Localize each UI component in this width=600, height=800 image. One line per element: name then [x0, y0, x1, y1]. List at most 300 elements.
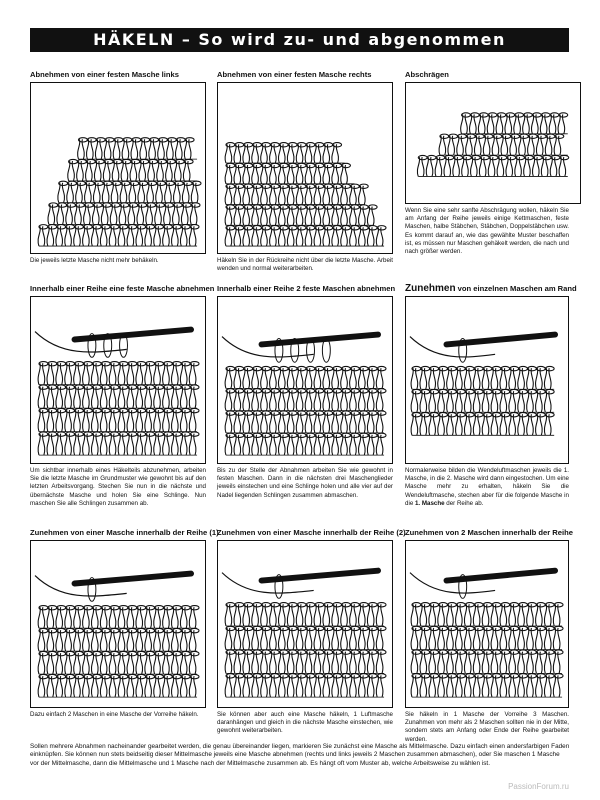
stitch: [444, 157, 446, 176]
stitch: [176, 434, 178, 455]
stitch: [296, 207, 298, 226]
stitch: [93, 183, 95, 203]
stitch: [74, 363, 76, 384]
crochet-illustration: [31, 297, 205, 463]
stitch: [540, 628, 542, 650]
stitch: [118, 676, 120, 697]
stitch: [532, 114, 534, 133]
stitch: [74, 226, 76, 246]
stitch: [243, 628, 245, 650]
stitch: [38, 226, 40, 246]
stitch: [69, 387, 71, 408]
stitch: [56, 653, 58, 674]
stitch: [433, 604, 435, 626]
stitch: [367, 604, 369, 626]
stitch: [155, 205, 157, 225]
stitch: [513, 628, 515, 650]
stitch: [433, 675, 435, 697]
stitch: [225, 368, 227, 388]
stitch: [119, 205, 121, 225]
stitch: [131, 139, 133, 159]
stitch: [296, 628, 298, 650]
stitch: [447, 628, 449, 650]
stitch: [491, 675, 493, 697]
stitch: [278, 628, 280, 650]
stitch: [509, 675, 511, 697]
stitch: [482, 368, 484, 389]
stitch: [83, 607, 85, 628]
stitch: [536, 604, 538, 626]
stitch: [341, 413, 343, 433]
stitch: [358, 604, 360, 626]
stitch: [252, 652, 254, 674]
stitch: [261, 390, 263, 410]
crochet-hook-icon: [447, 571, 556, 581]
stitch: [278, 675, 280, 697]
stitch: [479, 157, 481, 176]
stitch: [487, 675, 489, 697]
stitch: [466, 136, 468, 155]
stitch: [491, 652, 493, 674]
stitch: [68, 161, 70, 181]
stitch: [354, 628, 356, 650]
stitch: [256, 675, 258, 697]
stitch: [287, 144, 289, 163]
stitch: [234, 435, 236, 455]
stitch: [261, 368, 263, 388]
stitch: [145, 630, 147, 651]
stitch: [429, 414, 431, 435]
stitch: [292, 675, 294, 697]
stitch: [424, 604, 426, 626]
stitch: [429, 628, 431, 650]
stitch: [482, 652, 484, 674]
stitch: [156, 183, 158, 203]
stitch: [488, 157, 490, 176]
stitch: [367, 368, 369, 388]
stitch: [252, 186, 254, 205]
stitch: [92, 205, 94, 225]
stitch: [448, 136, 450, 155]
stitch: [367, 413, 369, 433]
stitch: [482, 675, 484, 697]
stitch: [460, 628, 462, 650]
stitch: [243, 675, 245, 697]
stitch: [358, 675, 360, 697]
stitch: [341, 368, 343, 388]
stitch: [100, 607, 102, 628]
stitch: [487, 604, 489, 626]
stitch: [274, 628, 276, 650]
crochet-illustration: [31, 83, 205, 253]
stitch: [103, 161, 105, 181]
stitch: [464, 368, 466, 389]
stitch: [482, 628, 484, 650]
stitch: [184, 139, 186, 159]
stitch: [270, 368, 272, 388]
stitch: [127, 434, 129, 455]
stitch: [149, 387, 151, 408]
stitch: [415, 675, 417, 697]
stitch: [341, 604, 343, 626]
stitch: [323, 165, 325, 184]
stitch: [127, 630, 129, 651]
stitch: [96, 434, 98, 455]
stitch: [456, 414, 458, 435]
stitch: [509, 604, 511, 626]
stitch: [261, 628, 263, 650]
stitch: [332, 604, 334, 626]
stitch: [464, 628, 466, 650]
stitch: [65, 653, 67, 674]
stitch: [296, 652, 298, 674]
stitch: [109, 653, 111, 674]
stitch: [501, 136, 503, 155]
stitch: [553, 604, 555, 626]
stitch: [261, 207, 263, 226]
stitch: [464, 675, 466, 697]
stitch: [345, 652, 347, 674]
stitch: [323, 186, 325, 205]
stitch: [189, 387, 191, 408]
stitch: [109, 387, 111, 408]
stitch: [163, 653, 165, 674]
stitch: [265, 628, 267, 650]
stitch: [283, 652, 285, 674]
stitch: [174, 161, 176, 181]
stitch: [332, 144, 334, 163]
stitch: [129, 183, 131, 203]
stitch: [189, 630, 191, 651]
stitch: [523, 114, 525, 133]
stitch: [100, 630, 102, 651]
stitch: [554, 136, 556, 155]
stitch: [74, 387, 76, 408]
stitch: [318, 675, 320, 697]
stitch: [473, 414, 475, 435]
stitch: [234, 390, 236, 410]
stitch: [243, 227, 245, 246]
stitch: [194, 434, 196, 455]
stitch: [256, 604, 258, 626]
stitch: [261, 186, 263, 205]
stitch: [261, 165, 263, 184]
illustration-frame: [405, 82, 581, 204]
stitch: [83, 226, 85, 246]
stitch: [553, 675, 555, 697]
stitch: [51, 363, 53, 384]
stitch: [167, 410, 169, 431]
stitch: [100, 410, 102, 431]
stitch: [381, 604, 383, 626]
stitch: [350, 652, 352, 674]
stitch: [247, 675, 249, 697]
stitch: [189, 653, 191, 674]
stitch: [47, 653, 49, 674]
stitch: [252, 144, 254, 163]
stitch: [305, 165, 307, 184]
stitch: [147, 183, 149, 203]
stitch: [296, 368, 298, 388]
illustration-frame: [217, 296, 393, 464]
stitch: [229, 652, 231, 674]
stitch: [531, 604, 533, 626]
stitch: [234, 165, 236, 184]
stitch: [229, 675, 231, 697]
stitch: [470, 114, 472, 133]
illustration-frame: [217, 540, 393, 708]
stitch: [261, 652, 263, 674]
stitch: [163, 387, 165, 408]
stitch: [234, 368, 236, 388]
crochet-illustration: [218, 83, 392, 253]
stitch: [350, 675, 352, 697]
stitch: [438, 391, 440, 412]
stitch: [363, 675, 365, 697]
stitch: [296, 186, 298, 205]
stitch: [495, 628, 497, 650]
stitch: [469, 604, 471, 626]
stitch: [487, 114, 489, 133]
stitch: [473, 368, 475, 389]
stitch: [372, 628, 374, 650]
stitch: [252, 390, 254, 410]
stitch: [252, 435, 254, 455]
stitch: [323, 207, 325, 226]
stitch: [376, 652, 378, 674]
stitch: [305, 144, 307, 163]
stitch: [354, 604, 356, 626]
stitch: [341, 186, 343, 205]
stitch: [519, 136, 521, 155]
stitch: [491, 604, 493, 626]
stitch: [171, 607, 173, 628]
stitch: [91, 410, 93, 431]
stitch: [136, 226, 138, 246]
stitch: [305, 604, 307, 626]
stitch: [545, 136, 547, 155]
stitch: [429, 652, 431, 674]
stitch: [136, 387, 138, 408]
cell-title: Abschrägen: [405, 70, 449, 79]
fabric: [35, 576, 199, 698]
stitch: [154, 607, 156, 628]
stitch: [464, 604, 466, 626]
stitch: [127, 410, 129, 431]
stitch: [447, 368, 449, 389]
stitch: [310, 675, 312, 697]
stitch: [83, 410, 85, 431]
stitch: [243, 144, 245, 163]
stitch: [60, 387, 62, 408]
stitch: [127, 676, 129, 697]
stitch: [336, 652, 338, 674]
stitch: [185, 434, 187, 455]
stitch: [96, 410, 98, 431]
stitch: [424, 628, 426, 650]
stitch: [540, 652, 542, 674]
crochet-hook-icon: [447, 335, 556, 345]
stitch: [341, 165, 343, 184]
stitch: [238, 652, 240, 674]
stitch: [456, 604, 458, 626]
stitch: [442, 652, 444, 674]
stitch: [296, 227, 298, 246]
stitch: [158, 410, 160, 431]
stitch: [522, 652, 524, 674]
stitch: [376, 368, 378, 388]
stitch: [429, 368, 431, 389]
stitch: [464, 652, 466, 674]
stitch: [549, 675, 551, 697]
footnote: Sollen mehrere Abnahmen nacheinander gearbeitet werden, die genau übereinander liegen, markieren Sie zunächst eine Masche als Mittelmasche. Dazu einfach einen andersfarbigen Faden einknüpfen. Sie können nun stets beidseitig dieser Mittelmasche jeweils eine Masche abnehmen (rechts und links jeweils 2 Maschen zusammen abmaschen), oder Sie maschen 1 Masche vor der Mittelmasche, dann die Mittelmasche und 1 Masche nach der Mittelmasche zusammen ab. Es hängt oft vom Muster ab, welche Arbeitsweise zu wählen ist.: [30, 743, 570, 767]
stitch: [96, 363, 98, 384]
stitch: [420, 628, 422, 650]
stitch: [310, 652, 312, 674]
stitch: [91, 363, 93, 384]
stitch: [363, 628, 365, 650]
stitch: [464, 391, 466, 412]
stitch: [140, 139, 142, 159]
stitch: [164, 205, 166, 225]
stitch: [247, 652, 249, 674]
cell-caption: [405, 467, 569, 508]
stitch: [109, 363, 111, 384]
stitch: [350, 207, 352, 226]
stitch: [367, 435, 369, 455]
stitch: [292, 652, 294, 674]
stitch: [483, 136, 485, 155]
stitch: [148, 161, 150, 181]
stitch: [180, 653, 182, 674]
stitch: [305, 368, 307, 388]
stitch: [411, 604, 413, 626]
stitch: [270, 435, 272, 455]
cell-title-rest: von einzelnen Maschen am Rand: [455, 284, 577, 293]
stitch: [243, 652, 245, 674]
stitch: [131, 387, 133, 408]
stitch: [451, 604, 453, 626]
stitch: [350, 413, 352, 433]
stitch: [318, 628, 320, 650]
stitch: [536, 628, 538, 650]
illustration-frame: [30, 82, 206, 254]
stitch: [165, 183, 167, 203]
stitch: [185, 410, 187, 431]
stitch: [287, 186, 289, 205]
stitch: [140, 410, 142, 431]
stitch: [287, 413, 289, 433]
stitch: [323, 390, 325, 410]
stitch: [438, 675, 440, 697]
stitch: [167, 387, 169, 408]
stitch: [518, 604, 520, 626]
stitch: [149, 363, 151, 384]
stitch: [518, 628, 520, 650]
stitch: [527, 414, 529, 435]
stitch: [531, 628, 533, 650]
stitch: [83, 630, 85, 651]
stitch: [100, 363, 102, 384]
stitch: [381, 652, 383, 674]
stitch: [247, 628, 249, 650]
stitch: [56, 387, 58, 408]
stitch: [105, 410, 107, 431]
stitch: [442, 675, 444, 697]
stitch: [56, 434, 58, 455]
stitch: [234, 207, 236, 226]
stitch: [478, 114, 480, 133]
stitch: [341, 675, 343, 697]
stitch: [376, 227, 378, 246]
stitch: [42, 387, 44, 408]
cell-title: Abnehmen von einer festen Masche links: [30, 70, 179, 79]
stitch: [60, 434, 62, 455]
stitch: [359, 207, 361, 226]
stitch: [154, 653, 156, 674]
stitch: [154, 363, 156, 384]
stitch: [278, 186, 280, 205]
stitch: [78, 363, 80, 384]
stitch: [359, 186, 361, 205]
stitch: [167, 363, 169, 384]
stitch: [47, 630, 49, 651]
stitch: [94, 161, 96, 181]
stitch: [136, 653, 138, 674]
fabric: [410, 337, 554, 436]
stitch: [145, 676, 147, 697]
stitch: [225, 628, 227, 650]
stitch: [163, 363, 165, 384]
stitch: [166, 161, 168, 181]
stitch: [176, 363, 178, 384]
stitch: [65, 410, 67, 431]
stitch: [234, 413, 236, 433]
stitch: [429, 604, 431, 626]
stitch: [136, 434, 138, 455]
stitch: [145, 363, 147, 384]
stitch: [146, 205, 148, 225]
stitch: [456, 652, 458, 674]
stitch: [500, 652, 502, 674]
stitch: [60, 410, 62, 431]
cell-title-emphasis: Zunehmen: [405, 283, 456, 294]
stitch: [238, 604, 240, 626]
stitch: [130, 161, 132, 181]
stitch: [332, 390, 334, 410]
stitch: [180, 607, 182, 628]
stitch: [270, 165, 272, 184]
stitch: [38, 410, 40, 431]
stitch: [123, 363, 125, 384]
stitch: [270, 144, 272, 163]
crochet-hook-icon: [262, 335, 379, 345]
stitch: [270, 604, 272, 626]
stitch: [87, 434, 89, 455]
stitch: [460, 652, 462, 674]
stitch: [305, 390, 307, 410]
stitch: [180, 434, 182, 455]
stitch: [513, 652, 515, 674]
stitch: [332, 186, 334, 205]
stitch: [495, 675, 497, 697]
stitch: [118, 653, 120, 674]
stitch: [131, 363, 133, 384]
stitch: [473, 675, 475, 697]
stitch: [154, 387, 156, 408]
stitch: [474, 136, 476, 155]
stitch: [550, 157, 552, 176]
